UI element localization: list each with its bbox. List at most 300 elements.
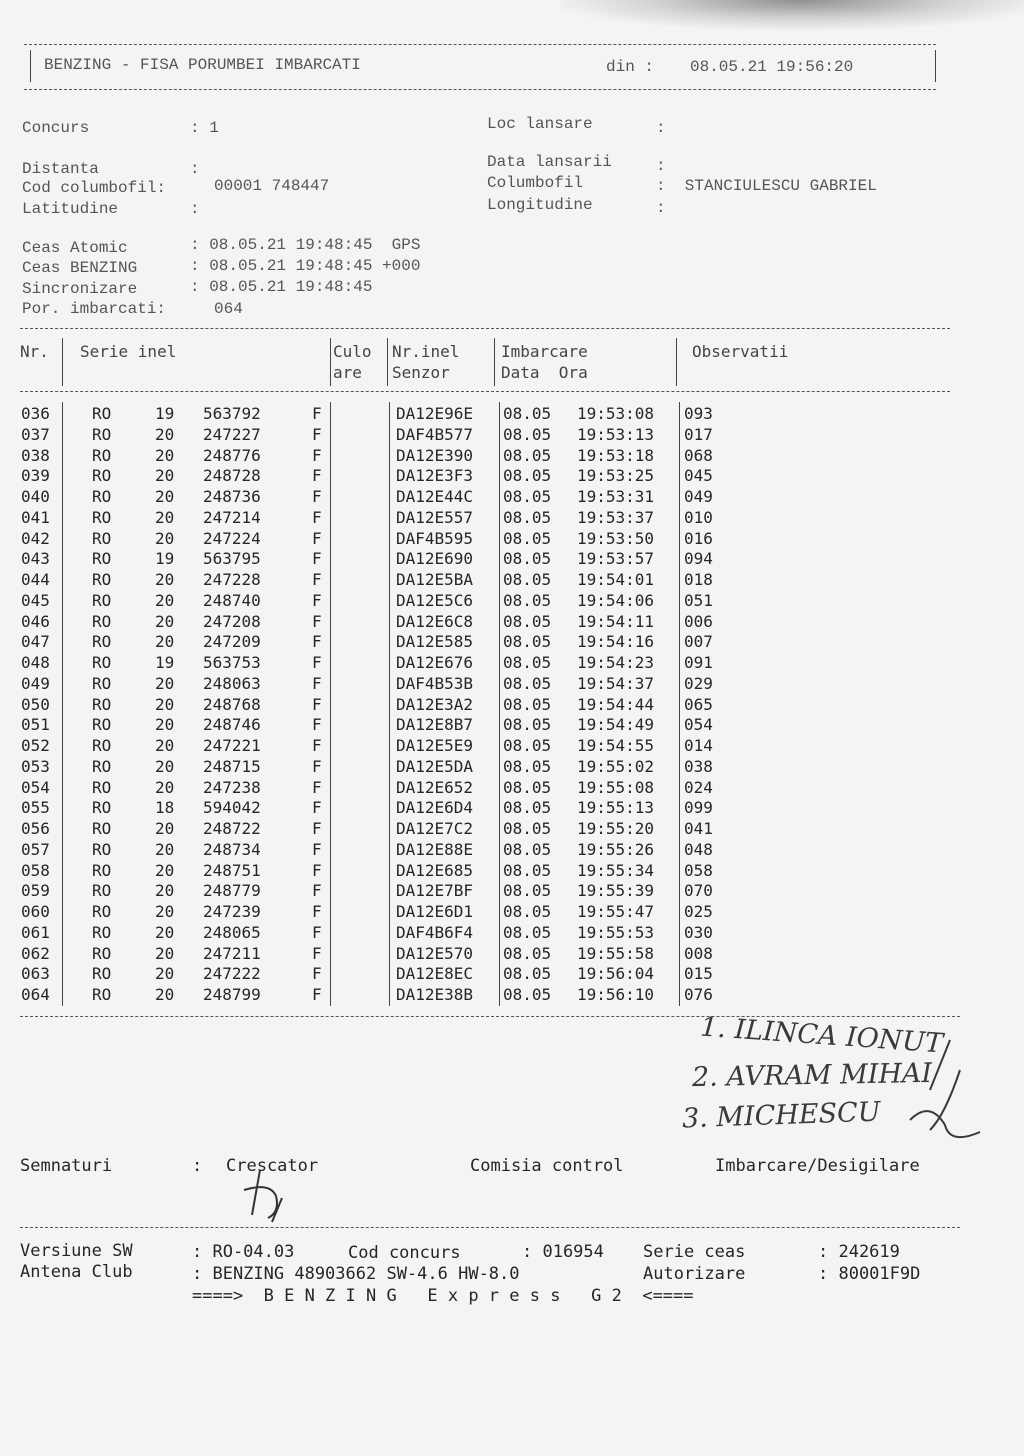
cell-sex: F <box>312 964 322 984</box>
table-row <box>0 548 1024 569</box>
cell-nr: 058 <box>21 860 50 880</box>
table-row <box>0 694 1024 715</box>
cell-year: 20 <box>155 673 175 693</box>
cell-sex: F <box>312 632 322 652</box>
cell-nr: 046 <box>21 611 50 631</box>
antena-club-label: Antena Club <box>20 1262 133 1282</box>
cell-sensor: DA12E38B <box>396 985 474 1004</box>
cod-columbofil-value: 00001 748447 <box>214 177 330 195</box>
cell-ring: 247238 <box>203 777 261 797</box>
cell-time: 19:55:39 <box>577 881 655 901</box>
cell-obs: 008 <box>684 943 713 963</box>
cell-year: 20 <box>155 424 175 444</box>
cell-sensor: DA12E5DA <box>396 756 474 776</box>
cell-time: 19:53:08 <box>577 404 655 423</box>
cell-date: 08.05 <box>503 902 552 921</box>
versiune-sw-label: Versiune SW <box>20 1241 133 1261</box>
cell-ring: 248776 <box>203 445 261 465</box>
ceas-atomic-value: : 08.05.21 19:48:45 GPS <box>190 236 421 254</box>
serie-ceas-value: : 242619 <box>818 1242 900 1262</box>
data-lansarii-value: : <box>656 157 666 175</box>
semnaturi-label: Semnaturi <box>20 1156 113 1176</box>
cell-ring: 248746 <box>203 715 261 735</box>
cell-sensor: DA12E390 <box>396 445 474 465</box>
cell-ring: 248722 <box>203 819 261 838</box>
cell-country: RO <box>92 798 112 818</box>
cell-year: 20 <box>155 590 175 610</box>
cell-ring: 247209 <box>203 632 261 652</box>
cell-time: 19:53:50 <box>577 528 655 548</box>
cell-ring: 248734 <box>203 839 261 859</box>
cell-time: 19:55:20 <box>577 819 655 838</box>
cell-year: 20 <box>155 507 175 527</box>
cell-time: 19:54:06 <box>577 590 655 610</box>
cell-year: 20 <box>155 570 175 589</box>
cell-obs: 006 <box>684 611 713 631</box>
cell-nr: 061 <box>21 922 50 942</box>
cell-country: RO <box>92 819 112 838</box>
cell-obs: 041 <box>684 819 713 838</box>
table-row <box>0 943 1024 964</box>
handwritten-line-3: 3. MICHESCU <box>681 1096 881 1135</box>
hdr-sep-2 <box>330 338 331 386</box>
cell-country: RO <box>92 507 112 527</box>
loc-lansare-value: : <box>656 119 666 137</box>
cell-date: 08.05 <box>503 466 552 486</box>
hdr-sep-4 <box>494 338 495 386</box>
cell-nr: 063 <box>21 964 50 984</box>
cell-date: 08.05 <box>503 860 552 880</box>
cell-ring: 248063 <box>203 673 261 693</box>
footer-rule <box>20 1227 960 1228</box>
cell-country: RO <box>92 839 112 859</box>
cell-date: 08.05 <box>503 943 552 963</box>
ceas-benzing-value: : 08.05.21 19:48:45 +000 <box>190 257 421 275</box>
cell-year: 20 <box>155 445 175 465</box>
cell-time: 19:55:34 <box>577 860 655 880</box>
cell-year: 20 <box>155 611 175 631</box>
semnaturi-colon: : <box>192 1156 203 1176</box>
cell-sex: F <box>312 943 322 963</box>
cell-sex: F <box>312 653 322 672</box>
longitudine-label: Longitudine <box>487 196 593 214</box>
cell-date: 08.05 <box>503 404 552 423</box>
cell-date: 08.05 <box>503 777 552 797</box>
cell-year: 20 <box>155 736 175 755</box>
handwritten-line-2: 2. AVRAM MIHAI <box>691 1057 933 1094</box>
cell-nr: 038 <box>21 445 50 465</box>
cell-date: 08.05 <box>503 839 552 859</box>
cell-year: 20 <box>155 715 175 735</box>
cell-nr: 045 <box>21 590 50 610</box>
cell-obs: 054 <box>684 715 713 735</box>
cell-sensor: DA12E557 <box>396 507 474 527</box>
cell-year: 20 <box>155 881 175 901</box>
cell-nr: 037 <box>21 424 50 444</box>
col-nr-header: Nr. <box>20 342 49 361</box>
cod-concurs-value: : 016954 <box>522 1242 604 1262</box>
col-data-ora-header: Data Ora <box>501 363 588 382</box>
cell-obs: 018 <box>684 570 713 589</box>
cell-ring: 247208 <box>203 611 261 631</box>
cell-sex: F <box>312 445 322 465</box>
cell-nr: 059 <box>21 881 50 901</box>
cell-year: 20 <box>155 528 175 548</box>
ceas-atomic-label: Ceas Atomic <box>22 239 128 257</box>
cell-date: 08.05 <box>503 673 552 693</box>
cod-concurs-label: Cod concurs <box>348 1243 461 1263</box>
cell-ring: 563753 <box>203 653 261 672</box>
hdr-sep-1 <box>62 338 63 386</box>
cell-time: 19:53:37 <box>577 507 655 527</box>
concurs-value: : 1 <box>190 119 219 137</box>
cell-obs: 070 <box>684 881 713 901</box>
cell-nr: 056 <box>21 819 50 838</box>
cell-nr: 050 <box>21 694 50 714</box>
cell-time: 19:53:18 <box>577 445 655 465</box>
cell-nr: 060 <box>21 902 50 921</box>
document-title: BENZING - FISA PORUMBEI IMBARCATI <box>44 56 361 74</box>
cell-time: 19:55:02 <box>577 756 655 776</box>
cell-time: 19:53:31 <box>577 487 655 506</box>
cell-nr: 051 <box>21 715 50 735</box>
cell-obs: 030 <box>684 922 713 942</box>
cell-sensor: DA12E676 <box>396 653 474 672</box>
col-culo-header: Culo <box>333 342 372 361</box>
cell-country: RO <box>92 694 112 714</box>
cell-sensor: DA12E6D1 <box>396 902 474 921</box>
cell-date: 08.05 <box>503 964 552 984</box>
cell-country: RO <box>92 673 112 693</box>
cell-year: 20 <box>155 694 175 714</box>
cell-sex: F <box>312 756 322 776</box>
cell-sensor: DAF4B53B <box>396 673 474 693</box>
cell-sensor: DA12E96E <box>396 404 474 423</box>
cell-obs: 094 <box>684 549 713 569</box>
imbarcare-desigilare-label: Imbarcare/Desigilare <box>715 1156 920 1176</box>
cell-year: 19 <box>155 404 175 423</box>
cell-obs: 045 <box>684 466 713 486</box>
cell-time: 19:55:08 <box>577 777 655 797</box>
sincronizare-label: Sincronizare <box>22 280 138 298</box>
table-row <box>0 797 1024 818</box>
cell-ring: 563795 <box>203 549 261 569</box>
cell-obs: 049 <box>684 487 713 506</box>
cell-sex: F <box>312 922 322 942</box>
title-box-top <box>24 44 936 45</box>
table-row <box>0 714 1024 735</box>
table-row <box>0 445 1024 466</box>
cell-ring: 247228 <box>203 570 261 589</box>
cell-sex: F <box>312 590 322 610</box>
cell-obs: 015 <box>684 964 713 984</box>
printed-at: 08.05.21 19:56:20 <box>690 58 854 76</box>
cell-sensor: DA12E88E <box>396 839 474 859</box>
cell-date: 08.05 <box>503 507 552 527</box>
cell-sex: F <box>312 528 322 548</box>
cell-obs: 017 <box>684 424 713 444</box>
cell-ring: 594042 <box>203 798 261 818</box>
title-box-bottom <box>24 89 936 90</box>
cell-date: 08.05 <box>503 756 552 776</box>
cell-date: 08.05 <box>503 715 552 735</box>
cell-country: RO <box>92 424 112 444</box>
cell-sensor: DA12E5BA <box>396 570 474 589</box>
table-row <box>0 673 1024 694</box>
cell-sensor: DA12E8B7 <box>396 715 474 735</box>
cell-time: 19:53:13 <box>577 424 655 444</box>
cell-sex: F <box>312 839 322 859</box>
cell-time: 19:55:13 <box>577 798 655 818</box>
table-row <box>0 465 1024 486</box>
cell-sex: F <box>312 549 322 569</box>
cell-obs: 091 <box>684 653 713 672</box>
cell-ring: 247211 <box>203 943 261 963</box>
cell-country: RO <box>92 736 112 755</box>
cell-sex: F <box>312 860 322 880</box>
cell-ring: 248768 <box>203 694 261 714</box>
cell-obs: 024 <box>684 777 713 797</box>
cell-nr: 049 <box>21 673 50 693</box>
cell-date: 08.05 <box>503 590 552 610</box>
table-row <box>0 424 1024 445</box>
cell-sex: F <box>312 715 322 735</box>
cell-obs: 010 <box>684 507 713 527</box>
cell-date: 08.05 <box>503 570 552 589</box>
cell-time: 19:55:47 <box>577 902 655 921</box>
cell-nr: 040 <box>21 487 50 506</box>
longitudine-value: : <box>656 199 666 217</box>
cell-sensor: DA12E685 <box>396 860 474 880</box>
cell-nr: 062 <box>21 943 50 963</box>
benzing-express-banner: ====> B E N Z I N G E x p r e s s G 2 <==== <box>192 1286 694 1306</box>
cell-ring: 248065 <box>203 922 261 942</box>
cell-date: 08.05 <box>503 632 552 652</box>
cell-country: RO <box>92 404 112 423</box>
distanta-value: : <box>190 160 200 178</box>
cell-ring: 247214 <box>203 507 261 527</box>
columbofil-value: : STANCIULESCU GABRIEL <box>656 177 877 195</box>
versiune-sw-value: : RO-04.03 <box>192 1242 295 1262</box>
title-box-left <box>30 50 31 82</box>
cell-obs: 016 <box>684 528 713 548</box>
cell-date: 08.05 <box>503 881 552 901</box>
cell-year: 20 <box>155 964 175 984</box>
cell-time: 19:55:26 <box>577 839 655 859</box>
cell-nr: 047 <box>21 632 50 652</box>
cell-nr: 055 <box>21 798 50 818</box>
cell-country: RO <box>92 487 112 506</box>
cell-ring: 247221 <box>203 736 261 755</box>
cell-nr: 057 <box>21 839 50 859</box>
cell-obs: 076 <box>684 985 713 1004</box>
table-row <box>0 756 1024 777</box>
hdr-sep-3 <box>387 338 388 386</box>
cell-date: 08.05 <box>503 819 552 838</box>
cell-time: 19:53:57 <box>577 549 655 569</box>
cell-year: 20 <box>155 632 175 652</box>
antena-club-value: : BENZING 48903662 SW-4.6 HW-8.0 <box>192 1264 520 1284</box>
distanta-label: Distanta <box>22 160 99 178</box>
table-row <box>0 507 1024 528</box>
cell-sensor: DA12E5E9 <box>396 736 474 755</box>
cell-sensor: DA12E570 <box>396 943 474 963</box>
cell-obs: 099 <box>684 798 713 818</box>
cell-date: 08.05 <box>503 424 552 444</box>
cell-obs: 038 <box>684 756 713 776</box>
cell-sex: F <box>312 570 322 589</box>
concurs-label: Concurs <box>22 119 90 137</box>
cell-sensor: DA12E7BF <box>396 881 474 901</box>
cell-time: 19:54:44 <box>577 694 655 714</box>
cell-sex: F <box>312 611 322 631</box>
cell-sex: F <box>312 694 322 714</box>
table-row <box>0 631 1024 652</box>
cell-date: 08.05 <box>503 922 552 942</box>
cell-year: 18 <box>155 798 175 818</box>
cell-obs: 029 <box>684 673 713 693</box>
cell-date: 08.05 <box>503 798 552 818</box>
cell-ring: 248751 <box>203 860 261 880</box>
cell-time: 19:54:23 <box>577 653 655 672</box>
cell-year: 20 <box>155 943 175 963</box>
cell-country: RO <box>92 715 112 735</box>
col-observatii-header: Observatii <box>692 342 789 361</box>
por-imbarcati-value: 064 <box>214 300 243 318</box>
crescator-signature <box>230 1160 310 1230</box>
din-label: din : <box>606 58 655 76</box>
table-row <box>0 901 1024 922</box>
latitudine-value: : <box>190 200 200 218</box>
cell-obs: 051 <box>684 590 713 610</box>
cell-country: RO <box>92 528 112 548</box>
cell-ring: 248736 <box>203 487 261 506</box>
cell-country: RO <box>92 860 112 880</box>
cell-time: 19:54:37 <box>577 673 655 693</box>
table-row <box>0 569 1024 590</box>
cell-country: RO <box>92 756 112 776</box>
table-row <box>0 403 1024 424</box>
cell-country: RO <box>92 632 112 652</box>
cell-time: 19:55:53 <box>577 922 655 942</box>
cell-sensor: DA12E690 <box>396 549 474 569</box>
cell-obs: 065 <box>684 694 713 714</box>
cell-sex: F <box>312 466 322 486</box>
columbofil-label: Columbofil <box>487 174 584 192</box>
cell-nr: 044 <box>21 570 50 589</box>
cell-time: 19:54:11 <box>577 611 655 631</box>
cell-sensor: DA12E8EC <box>396 964 474 984</box>
cell-ring: 248740 <box>203 590 261 610</box>
cell-country: RO <box>92 902 112 921</box>
cell-ring: 247222 <box>203 964 261 984</box>
loc-lansare-label: Loc lansare <box>487 115 593 133</box>
cell-year: 20 <box>155 922 175 942</box>
cell-date: 08.05 <box>503 528 552 548</box>
title-box-right <box>935 50 936 82</box>
col-nrinel-header: Nr.inel <box>392 342 460 361</box>
table-row <box>0 735 1024 756</box>
cell-sex: F <box>312 404 322 423</box>
cell-time: 19:53:25 <box>577 466 655 486</box>
cell-obs: 058 <box>684 860 713 880</box>
cell-ring: 248799 <box>203 985 261 1004</box>
cell-obs: 007 <box>684 632 713 652</box>
cell-country: RO <box>92 445 112 465</box>
cell-sensor: DA12E652 <box>396 777 474 797</box>
cell-sensor: DA12E3A2 <box>396 694 474 714</box>
cell-sensor: DAF4B6F4 <box>396 922 474 942</box>
table-row <box>0 984 1024 1005</box>
cell-nr: 053 <box>21 756 50 776</box>
cell-sensor: DA12E5C6 <box>396 590 474 610</box>
cell-ring: 247227 <box>203 424 261 444</box>
cell-sex: F <box>312 902 322 921</box>
cell-time: 19:54:16 <box>577 632 655 652</box>
cell-date: 08.05 <box>503 736 552 755</box>
cell-sex: F <box>312 736 322 755</box>
cell-sex: F <box>312 819 322 838</box>
cell-year: 20 <box>155 466 175 486</box>
cell-year: 19 <box>155 549 175 569</box>
cell-time: 19:56:04 <box>577 964 655 984</box>
cell-country: RO <box>92 943 112 963</box>
cell-country: RO <box>92 611 112 631</box>
cell-ring: 248779 <box>203 881 261 901</box>
comisia-control-label: Comisia control <box>470 1156 624 1176</box>
por-imbarcati-label: Por. imbarcati: <box>22 300 167 318</box>
table-header-rule <box>20 391 950 392</box>
cell-date: 08.05 <box>503 694 552 714</box>
cell-time: 19:54:01 <box>577 570 655 589</box>
col-senzor-header: Senzor <box>392 363 450 382</box>
cell-nr: 054 <box>21 777 50 797</box>
cell-sex: F <box>312 673 322 693</box>
table-bottom-rule <box>20 1016 960 1017</box>
table-row <box>0 922 1024 943</box>
cell-country: RO <box>92 985 112 1004</box>
cell-date: 08.05 <box>503 611 552 631</box>
cell-country: RO <box>92 549 112 569</box>
cell-country: RO <box>92 881 112 901</box>
latitudine-label: Latitudine <box>22 200 119 218</box>
cell-sensor: DAF4B595 <box>396 528 474 548</box>
cell-year: 19 <box>155 653 175 672</box>
table-row <box>0 611 1024 632</box>
cell-date: 08.05 <box>503 445 552 465</box>
autorizare-value: : 80001F9D <box>818 1264 921 1284</box>
cell-time: 19:54:49 <box>577 715 655 735</box>
cell-sensor: DA12E3F3 <box>396 466 474 486</box>
cell-obs: 068 <box>684 445 713 465</box>
paper-shadow <box>560 0 1024 30</box>
cell-sensor: DA12E6C8 <box>396 611 474 631</box>
cell-date: 08.05 <box>503 549 552 569</box>
table-row <box>0 652 1024 673</box>
sincronizare-value: : 08.05.21 19:48:45 <box>190 278 373 296</box>
cell-country: RO <box>92 466 112 486</box>
table-row <box>0 963 1024 984</box>
table-top-rule <box>20 328 950 329</box>
cell-time: 19:56:10 <box>577 985 655 1004</box>
col-serie-header: Serie inel <box>80 342 177 361</box>
cell-year: 20 <box>155 487 175 506</box>
cell-year: 20 <box>155 860 175 880</box>
cell-nr: 042 <box>21 528 50 548</box>
cell-country: RO <box>92 590 112 610</box>
cell-ring: 563792 <box>203 404 261 423</box>
cell-sex: F <box>312 424 322 444</box>
